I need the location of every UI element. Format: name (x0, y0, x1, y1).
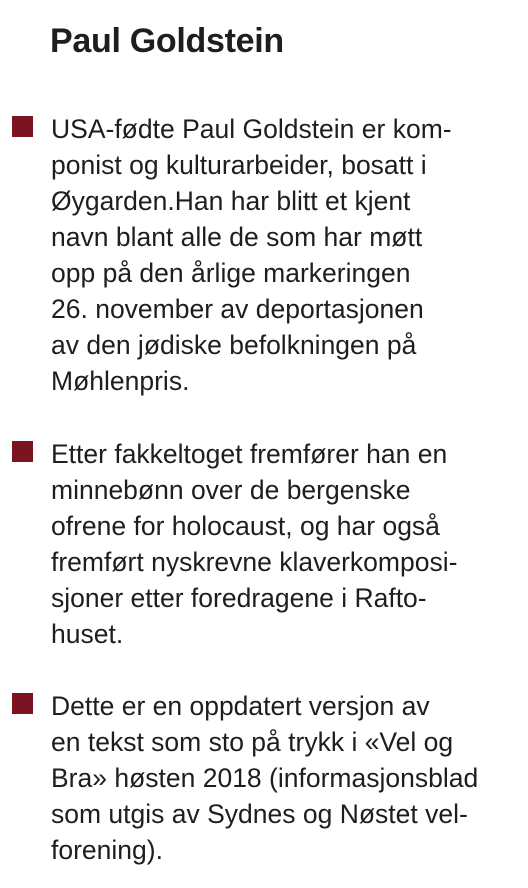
text-line: ponist og kulturarbeider, bosatt i (51, 150, 427, 180)
text-line: sjoner etter foredragene i Rafto- (51, 583, 427, 613)
text-line: av den jødiske befolkningen på (51, 330, 417, 360)
square-bullet-icon (12, 116, 33, 137)
text-line: Øygarden.Han har blitt et kjent (51, 186, 411, 216)
text-line: opp på den årlige markeringen (51, 258, 411, 288)
text-line: ofrene for holocaust, og har også (51, 511, 440, 541)
text-line: som utgis av Sydnes og Nøstet vel- (51, 799, 468, 829)
text-line: fremført nyskrevne klaverkomposi- (51, 547, 458, 577)
text-line: huset. (51, 619, 124, 649)
square-bullet-icon (12, 441, 33, 462)
text-line: Dette er en oppdatert versjon av (51, 691, 430, 721)
text-line: Etter fakkeltoget fremfører han en (51, 439, 448, 469)
text-line: Møhlenpris. (51, 366, 190, 396)
page-title: Paul Goldstein (50, 22, 284, 60)
text-line: minnebønn over de bergenske (51, 475, 411, 505)
text-line: USA-fødte Paul Goldstein er kom- (51, 114, 452, 144)
square-bullet-icon (12, 693, 33, 714)
bullet-text (51, 111, 452, 399)
text-line: forening). (51, 835, 163, 865)
text-line: Bra» høsten 2018 (informasjonsblad (51, 763, 479, 793)
text-line: navn blant alle de som har møtt (51, 222, 423, 252)
text-line: 26. november av deportasjonen (51, 294, 424, 324)
text-line: en tekst som sto på trykk i «Vel og (51, 727, 454, 757)
bullet-text (51, 688, 478, 868)
bullet-text (51, 436, 457, 652)
